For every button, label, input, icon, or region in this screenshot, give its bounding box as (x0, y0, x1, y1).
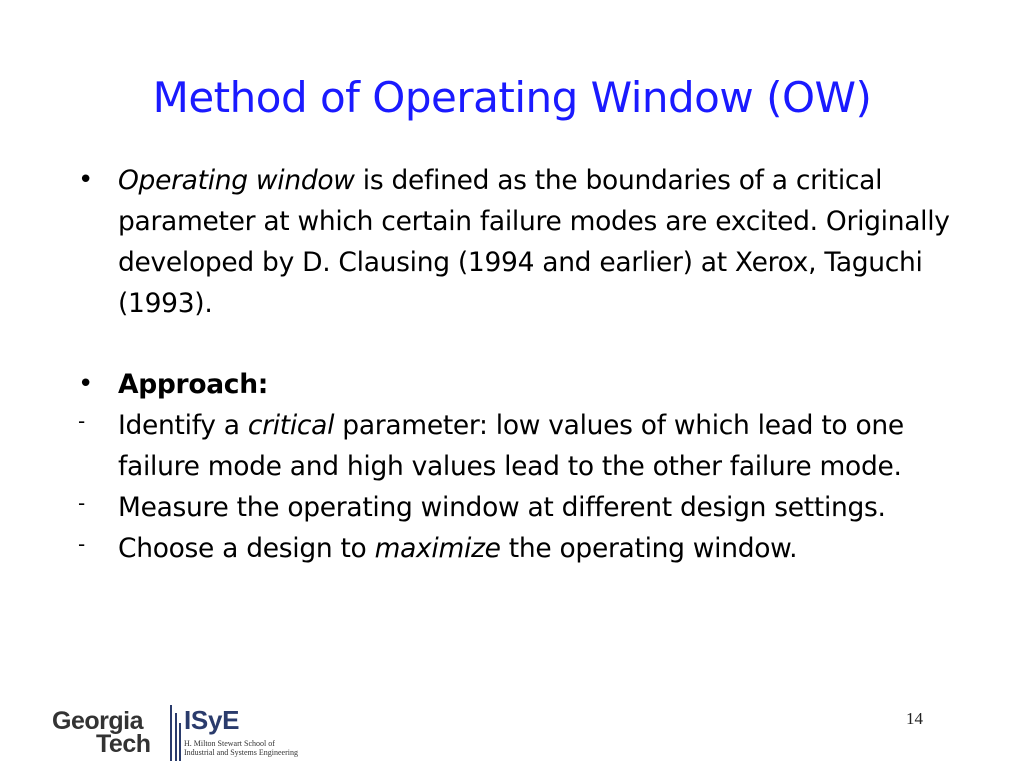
operating-window-definition: is defined as the boundaries of a critical parameter at which certain failure modes are excited. Originally developed by D. Clausing (1994 and earlier) at Xerox, Taguchi (1993). (118, 165, 950, 319)
bullet-marker: • (78, 369, 94, 399)
approach-heading: Approach: (118, 369, 269, 400)
sub-item-identify (78, 405, 958, 487)
dash-marker: - (78, 409, 85, 433)
logo-tech-text: Tech (96, 730, 151, 758)
operating-window-term: Operating window (118, 165, 355, 196)
logo-school-line2: Industrial and Systems Engineering (184, 748, 298, 757)
dash-marker: - (78, 491, 85, 515)
dash-marker: - (78, 532, 85, 556)
georgia-tech-isye-logo (52, 705, 322, 761)
measure-text: Measure the operating window at different design settings. (118, 492, 886, 523)
tower-icon (169, 705, 183, 761)
identify-text-start: Identify a (118, 410, 248, 441)
bullet-operating-window (78, 160, 958, 324)
page-number: 14 (906, 709, 923, 728)
choose-text-start: Choose a design to (118, 533, 375, 564)
slide-title: Method of Operating Window (OW) (152, 73, 872, 122)
sub-item-choose (78, 528, 958, 569)
bullet-approach (78, 364, 958, 405)
logo-school-line1: H. Milton Stewart School of (184, 739, 275, 748)
critical-term: critical (247, 410, 335, 441)
spacer (78, 324, 958, 364)
logo-georgia-text: Georgia (52, 707, 143, 735)
bullet-marker: • (78, 165, 94, 195)
maximize-term: maximize (374, 533, 501, 564)
logo-isye-text: ISyE (184, 705, 240, 735)
identify-text-end: parameter: low values of which lead to one failure mode and high values lead to the other failure mode. (118, 410, 904, 482)
slide-body (78, 160, 958, 569)
choose-text-end: the operating window. (500, 533, 798, 564)
sub-item-measure (78, 487, 958, 528)
